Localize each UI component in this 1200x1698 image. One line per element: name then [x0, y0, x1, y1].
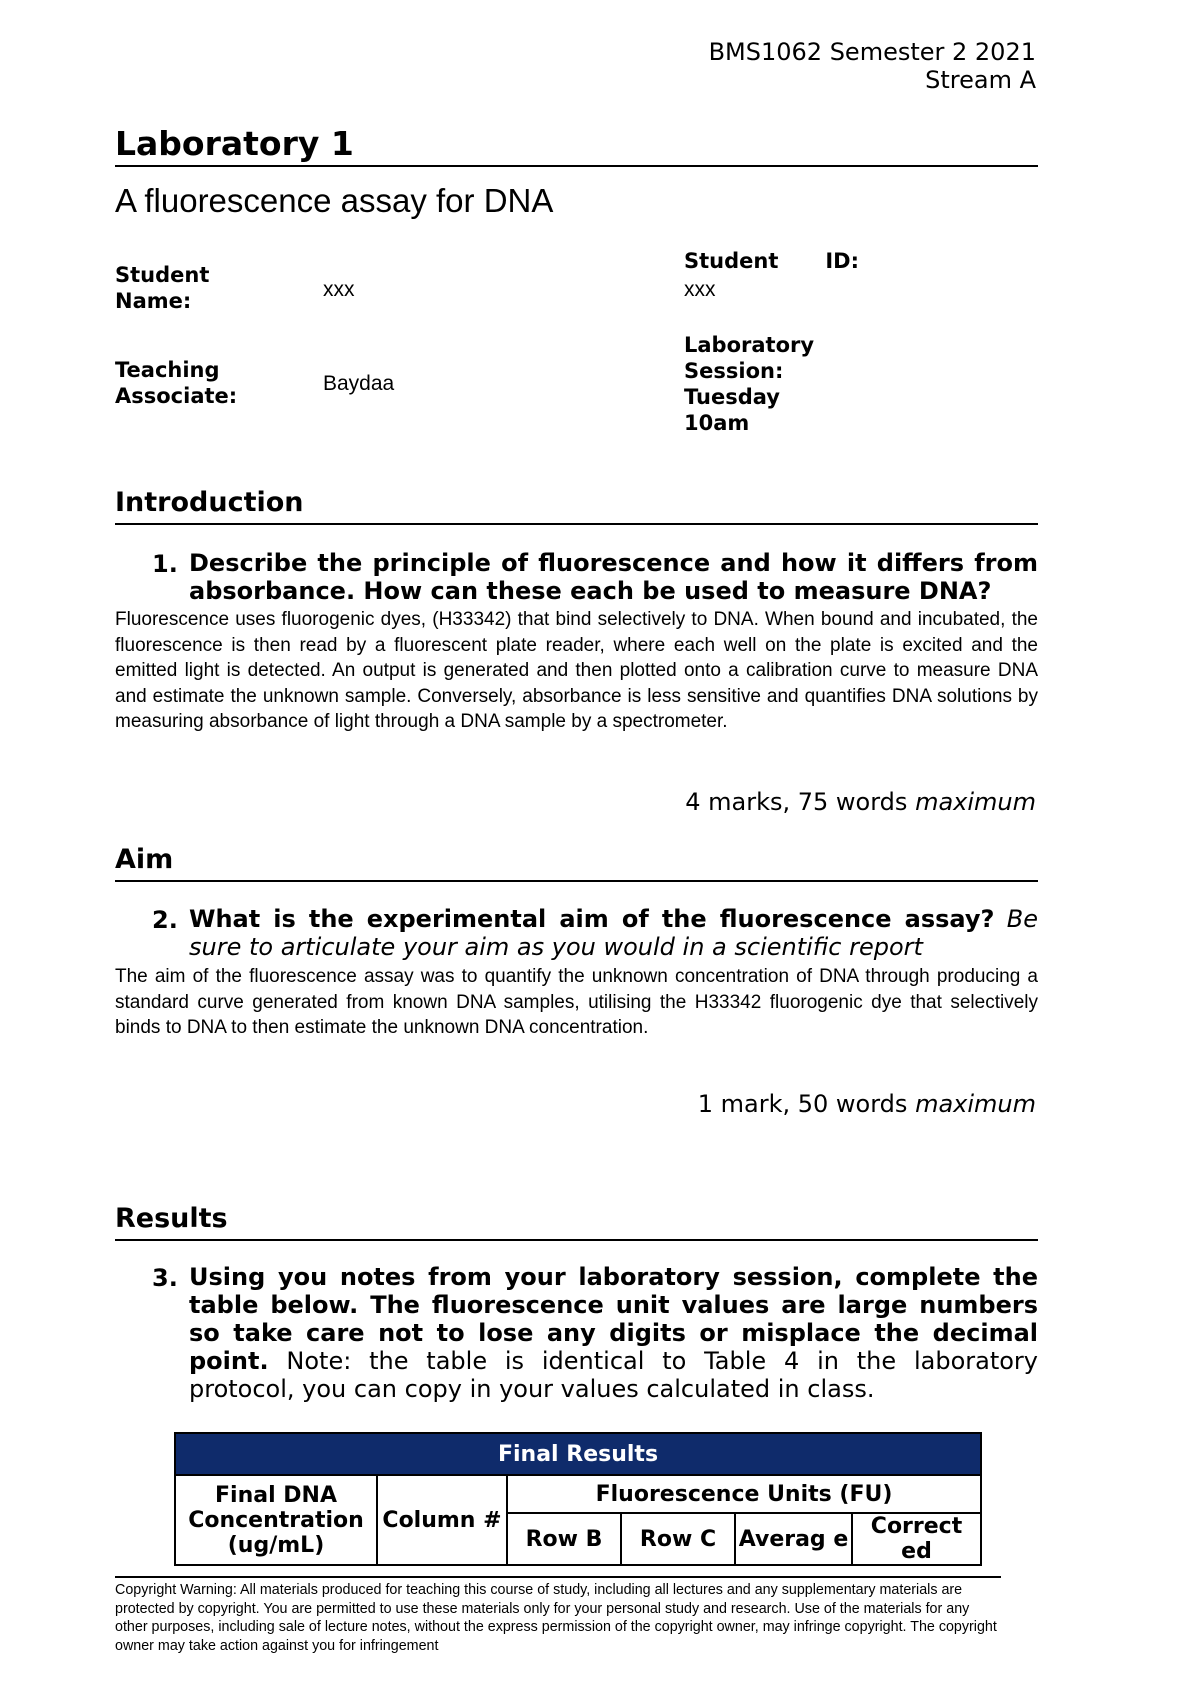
introduction-divider [115, 523, 1038, 525]
question-2-text: What is the experimental aim of the fluorescence assay? [189, 905, 995, 933]
page-title: Laboratory 1 [115, 124, 354, 163]
marks-1-value: 4 marks, 75 words [685, 788, 908, 816]
stream-label: Stream A [925, 66, 1036, 94]
lab-session-label-line2: Session: [684, 359, 784, 383]
marks-2-emphasis: maximum [915, 1090, 1036, 1118]
results-divider [115, 1239, 1038, 1241]
question-3-note: Note: the table is identical to Table 4 in the laboratory protocol, you can copy in your values calculated in class. [189, 1347, 1038, 1403]
header-row-b: Row B [507, 1513, 621, 1565]
section-heading-introduction: Introduction [115, 487, 304, 518]
question-3-block [189, 1263, 1038, 1403]
marks-2 [698, 1090, 1036, 1118]
answer-2-text: The aim of the fluorescence assay was to quantify the unknown concentration of DNA through producing a standard curve generated from known DNA samples, utilising the H33342 fluorogenic dye that selectively binds to DNA to then estimate the unknown DNA concentration. [115, 966, 1038, 1038]
question-number-3: 3. [152, 1264, 178, 1292]
lab-session-time: 10am [684, 411, 750, 435]
header-average: Averag e [735, 1513, 852, 1565]
student-name-label [115, 262, 209, 314]
header-fluorescence-units: Fluorescence Units (FU) [507, 1475, 981, 1513]
student-name-value: xxx [323, 278, 355, 301]
student-id-label-line1: Student [684, 249, 779, 273]
teaching-associate-label [115, 357, 237, 409]
student-id-label-line2: ID: [825, 249, 859, 273]
student-id-value: xxx [684, 278, 716, 301]
teaching-associate-label-line1: Teaching [115, 358, 220, 382]
header-column: Column # [377, 1475, 507, 1565]
course-code: BMS1062 Semester 2 2021 [708, 38, 1036, 66]
student-name-label-line2: Name: [115, 289, 192, 313]
question-number-1: 1. [152, 550, 178, 578]
marks-1 [685, 788, 1036, 816]
table-title: Final Results [175, 1433, 981, 1475]
section-heading-results: Results [115, 1203, 228, 1234]
question-1-text: Describe the principle of fluorescence and how it differs from absorbance. How can these each be used to measure DNA? [189, 549, 1038, 605]
question-2-instruction: Be sure to articulate your aim as you would in a scientific report [189, 905, 1038, 961]
teaching-associate-label-line2: Associate: [115, 384, 238, 408]
course-header [709, 38, 1036, 94]
header-concentration: Final DNA Concentration (ug/mL) [175, 1475, 377, 1565]
copyright-notice: Copyright Warning: All materials produced for teaching this course of study, including all lectures and any supplementary materials are protected by copyright. You are permitted to use these materials only for your personal study and research. Use of the materials for any other purposes, including sale of lecture notes, without the express permission of the copyright owner, may infringe copyright. The copyright owner may take action against you for infringement [115, 1582, 997, 1654]
page-subtitle: A fluorescence assay for DNA [115, 182, 554, 219]
final-results-table [174, 1432, 982, 1566]
header-corrected: Correct ed [852, 1513, 981, 1565]
section-heading-aim: Aim [115, 844, 174, 875]
lab-session-label-line1: Laboratory [684, 333, 815, 357]
question-3-text: Using you notes from your laboratory session, complete the table below. The fluorescence unit values are large numbers so take care not to lose any digits or misplace the decimal point. [189, 1263, 1038, 1375]
question-2-block [189, 905, 1038, 961]
copyright-divider [115, 1576, 1001, 1578]
teaching-associate-value: Baydaa [323, 372, 395, 395]
marks-2-value: 1 mark, 50 words [697, 1090, 908, 1118]
student-name-label-line1: Student [115, 263, 210, 287]
lab-session-block [684, 332, 814, 436]
marks-1-emphasis: maximum [915, 788, 1036, 816]
lab-session-day: Tuesday [684, 385, 780, 409]
answer-1-text: Fluorescence uses fluorogenic dyes, (H33342) that bind selectively to DNA. When bound and incubated, the fluorescence is then read by a fluorescent plate reader, where each well on the plate is excited and the emitted light is detected. An output is generated and then plotted onto a calibration curve to measure DNA and estimate the unknown sample. Conversely, absorbance is less sensitive and quantifies DNA solutions by measuring absorbance of light through a DNA sample by a spectrometer. [115, 609, 1038, 732]
header-row-c: Row C [621, 1513, 735, 1565]
aim-divider [115, 880, 1038, 882]
question-number-2: 2. [152, 906, 178, 934]
student-id-label [684, 248, 859, 274]
title-divider [115, 165, 1038, 167]
